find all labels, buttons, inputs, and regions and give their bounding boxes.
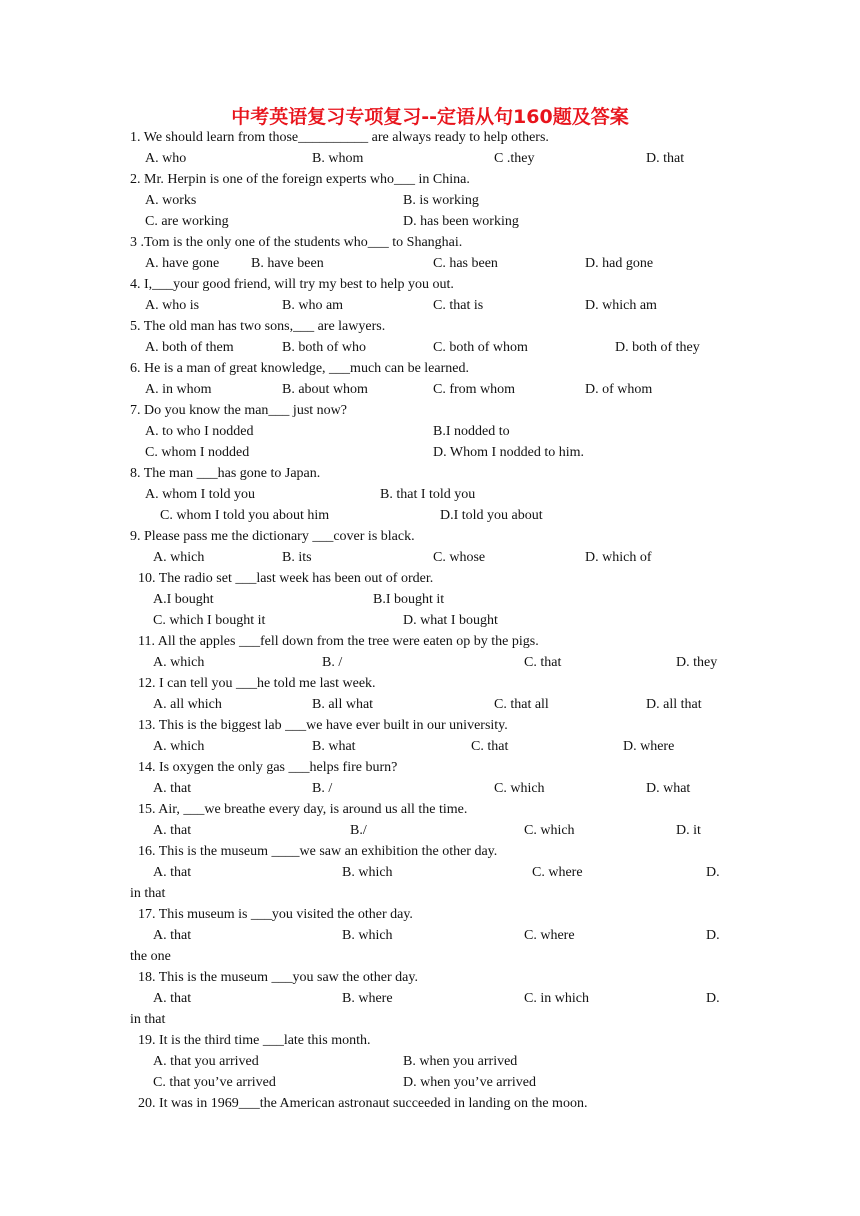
question-text [130,526,725,547]
answer-options [130,253,725,274]
question-text [130,946,725,967]
answer-option: A. all which [153,697,222,712]
answer-options [130,589,725,610]
answer-option: C. whom I nodded [145,445,250,460]
answer-options [130,484,725,505]
answer-option: B. when you arrived [403,1054,518,1069]
question-stem: 18. This is the museum ___you saw the other day. [138,970,418,985]
answer-option: C. that is [433,298,484,313]
answer-option: A. whom I told you [145,487,256,502]
question-stem: the one [130,949,171,964]
answer-option: B. whom [312,151,364,166]
answer-option: A. that [153,865,192,880]
answer-option: C. from whom [433,382,516,397]
answer-options [130,925,725,946]
question-text [130,358,725,379]
page-title: 中考英语复习专项复习--定语从句160题及答案 [231,106,629,128]
answer-option: A. both of them [145,340,234,355]
answer-option: D. that [646,151,685,166]
question-stem: in that [130,1012,166,1027]
question-stem: 10. The radio set ___last week has been out of order. [138,571,434,586]
question-text [130,232,725,253]
answer-options [130,862,725,883]
answer-option: A. who [145,151,187,166]
answer-option: A. that [153,991,192,1006]
answer-option: C. in which [524,991,589,1006]
question-text [130,673,725,694]
answer-options [130,505,725,526]
answer-option: C. that [471,739,509,754]
answer-option: C. where [524,928,575,943]
answer-option: A. who is [145,298,200,313]
answer-option: A. that [153,823,192,838]
question-text [130,127,725,148]
answer-option: D. has been working [403,214,519,229]
answer-option: D. what I bought [403,613,498,628]
answer-option: D. it [676,823,701,838]
answer-option: C .they [494,151,535,166]
answer-option: C. both of whom [433,340,528,355]
question-stem: 4. I,___your good friend, will try my best to help you out. [130,277,454,292]
question-stem: 7. Do you know the man___ just now? [130,403,347,418]
answer-option: C. are working [145,214,229,229]
question-text [130,169,725,190]
answer-option: D. where [623,739,675,754]
answer-option: D. which am [585,298,657,313]
answer-option: D. what [646,781,691,796]
answer-options [130,379,725,400]
question-stem: 5. The old man has two sons,___ are lawyers. [130,319,386,334]
question-stem: 20. It was in 1969___the American astronaut succeeded in landing on the moon. [138,1096,588,1111]
answer-option: B. about whom [282,382,368,397]
answer-option: A. which [153,655,205,670]
answer-option: C. where [532,865,583,880]
question-stem: 9. Please pass me the dictionary ___cover is black. [130,529,415,544]
answer-option: D. had gone [585,256,654,271]
question-stem: 13. This is the biggest lab ___we have ever built in our university. [138,718,508,733]
answer-option: A. to who I nodded [145,424,254,439]
question-text [130,904,725,925]
question-stem: 12. I can tell you ___he told me last week. [138,676,376,691]
answer-option: B. all what [312,697,374,712]
question-stem: 16. This is the museum ____we saw an exhibition the other day. [138,844,498,859]
answer-option: B. which [342,928,393,943]
answer-options [130,421,725,442]
answer-option: D.I told you about [440,508,543,523]
answer-options [130,295,725,316]
question-text [130,1093,725,1114]
question-text [130,1009,725,1030]
answer-option: B.I bought it [373,592,445,607]
answer-option: B.I nodded to [433,424,510,439]
answer-options [130,211,725,232]
answer-option: A. which [153,550,205,565]
question-text [130,400,725,421]
answer-options [130,337,725,358]
question-text [130,841,725,862]
answer-option: B. its [282,550,312,565]
answer-option: A.I bought [153,592,214,607]
answer-option: B. is working [403,193,479,208]
question-text [130,883,725,904]
answer-option: B. both of who [282,340,366,355]
answer-options [130,148,725,169]
answer-option: C. that [524,655,562,670]
answer-option: B. who am [282,298,344,313]
question-text [130,757,725,778]
question-stem: 19. It is the third time ___late this month. [138,1033,371,1048]
answer-option: A. that you arrived [153,1054,259,1069]
answer-option: D. all that [646,697,702,712]
question-text [130,631,725,652]
answer-options [130,1051,725,1072]
question-text [130,463,725,484]
answer-option: D. [706,991,720,1006]
question-text [130,316,725,337]
question-stem: 8. The man ___has gone to Japan. [130,466,321,481]
answer-option: B. / [312,781,333,796]
question-list [130,127,725,1114]
question-stem: 15. Air, ___we breathe every day, is around us all the time. [138,802,468,817]
answer-options [130,1072,725,1093]
answer-option: C. whom I told you about him [160,508,330,523]
question-stem: 3 .Tom is the only one of the students who___ to Shanghai. [130,235,463,250]
answer-option: A. that [153,928,192,943]
question-stem: 11. All the apples ___fell down from the tree were eaten op by the pigs. [138,634,539,649]
answer-option: D. they [676,655,718,670]
question-text [130,967,725,988]
answer-options [130,190,725,211]
answer-options [130,988,725,1009]
answer-option: C. has been [433,256,498,271]
answer-option: A. that [153,781,192,796]
answer-options [130,547,725,568]
question-stem: 6. He is a man of great knowledge, ___much can be learned. [130,361,469,376]
answer-option: A. works [145,193,197,208]
question-stem: 17. This museum is ___you visited the other day. [138,907,413,922]
answer-option: A. which [153,739,205,754]
question-stem: in that [130,886,166,901]
question-text [130,799,725,820]
answer-option: D. [706,928,720,943]
answer-option: D. Whom I nodded to him. [433,445,585,460]
answer-option: B. / [322,655,343,670]
answer-option: B. that I told you [380,487,476,502]
answer-options [130,694,725,715]
answer-option: B. where [342,991,393,1006]
answer-option: C. that all [494,697,549,712]
question-text [130,715,725,736]
answer-option: C. that you’ve arrived [153,1075,276,1090]
answer-option: D. when you’ve arrived [403,1075,536,1090]
answer-option: A. have gone [145,256,220,271]
answer-options [130,778,725,799]
answer-option: B. what [312,739,356,754]
answer-option: D. both of they [615,340,700,355]
answer-option: C. which [524,823,575,838]
question-text [130,568,725,589]
question-text [130,274,725,295]
answer-options [130,610,725,631]
answer-option: D. which of [585,550,652,565]
answer-option: B. which [342,865,393,880]
answer-option: A. in whom [145,382,212,397]
answer-options [130,820,725,841]
answer-option: C. whose [433,550,486,565]
answer-option: B. have been [251,256,324,271]
answer-option: D. [706,865,720,880]
question-stem: 2. Mr. Herpin is one of the foreign experts who___ in China. [130,172,470,187]
question-stem: 1. We should learn from those__________ are always ready to help others. [130,130,549,145]
answer-option: C. which I bought it [153,613,266,628]
question-text [130,1030,725,1051]
answer-options [130,652,725,673]
answer-option: D. of whom [585,382,653,397]
answer-options [130,736,725,757]
answer-option: B./ [350,823,367,838]
question-stem: 14. Is oxygen the only gas ___helps fire burn? [138,760,398,775]
answer-option: C. which [494,781,545,796]
answer-options [130,442,725,463]
